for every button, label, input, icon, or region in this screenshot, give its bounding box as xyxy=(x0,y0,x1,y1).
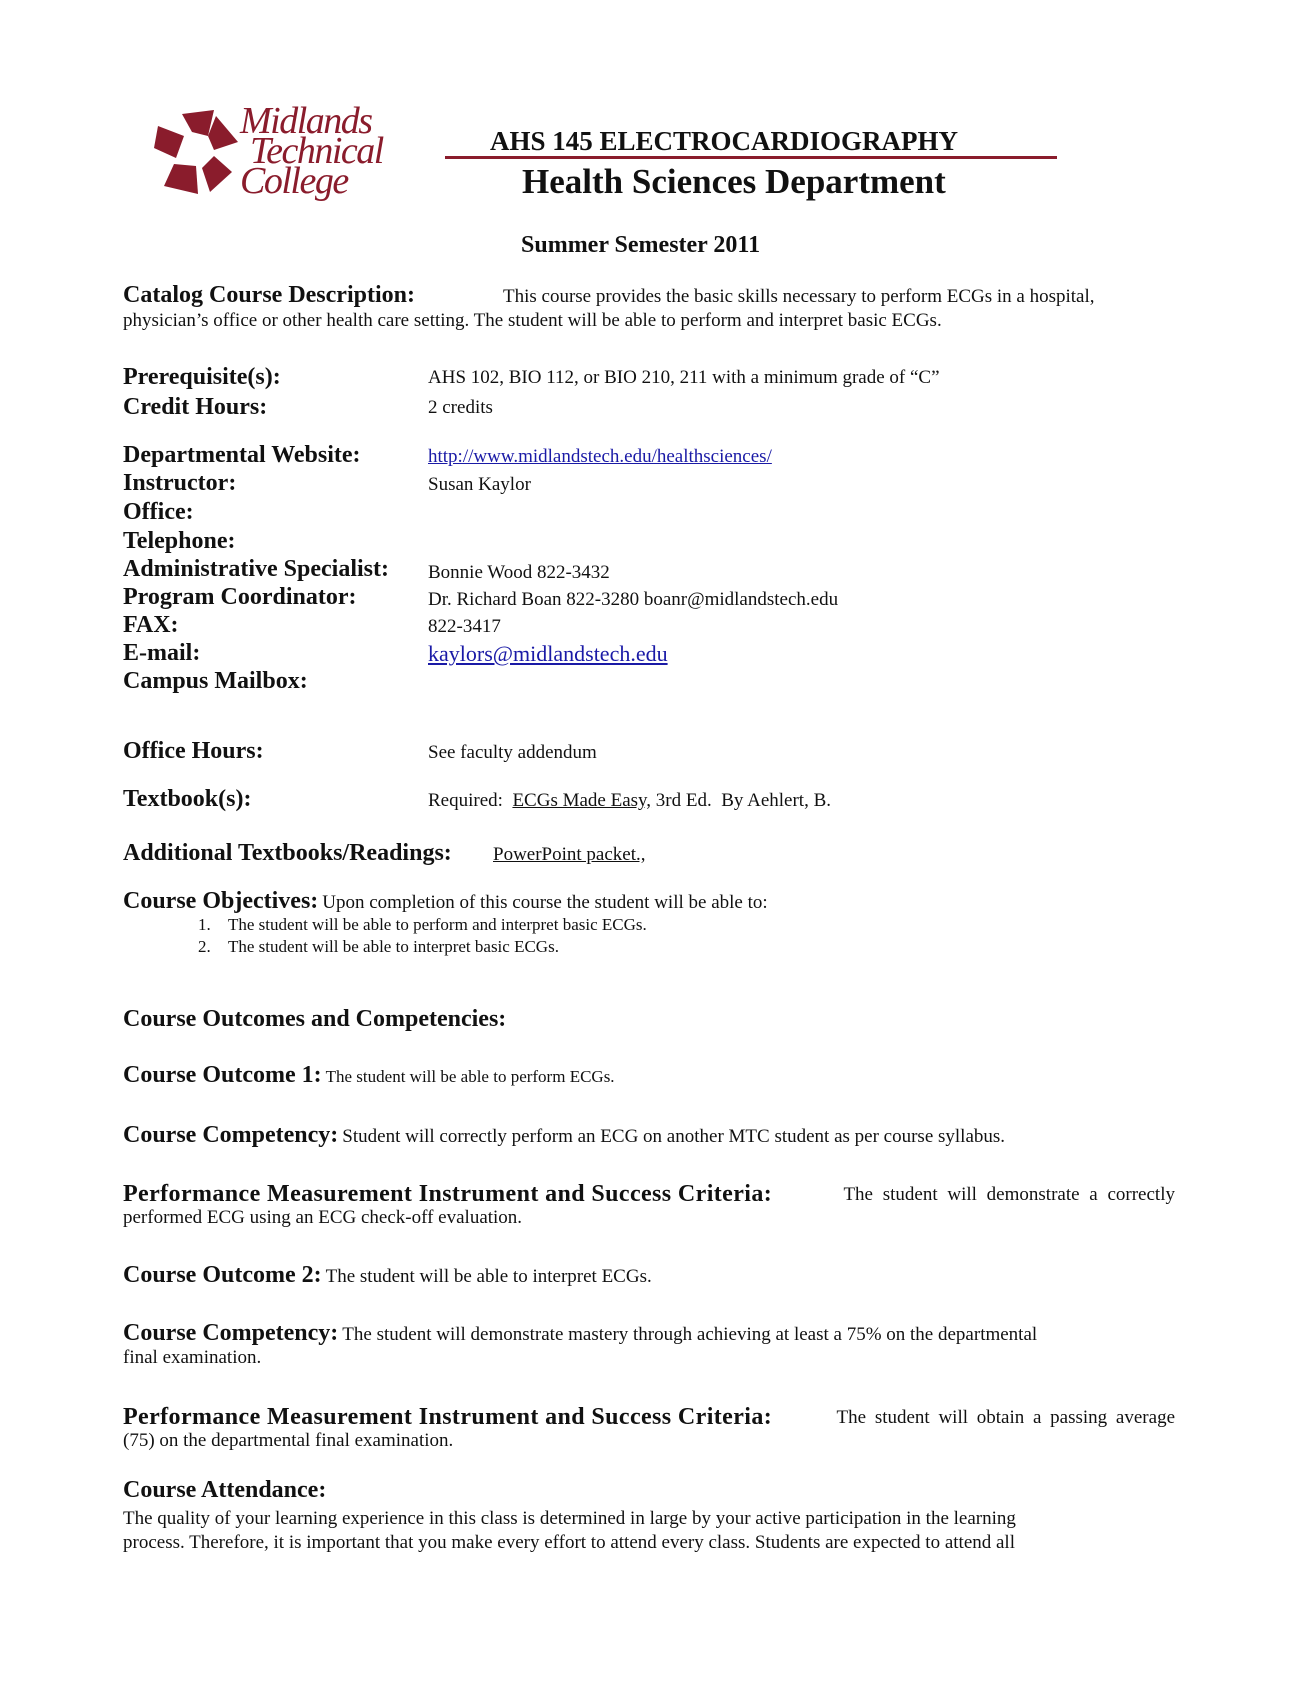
mailbox-label: Campus Mailbox: xyxy=(123,668,308,694)
outcome-1-text: The student will be able to perform ECGs. xyxy=(325,1067,615,1086)
attendance-label: Course Attendance: xyxy=(123,1477,327,1503)
additional-label: Additional Textbooks/Readings: xyxy=(123,840,452,866)
outcome-2-label: Course Outcome 2: xyxy=(123,1262,322,1288)
admin-label: Administrative Specialist: xyxy=(123,556,389,582)
objective-num-2: 2. xyxy=(198,937,211,956)
outcome-1-label: Course Outcome 1: xyxy=(123,1062,322,1088)
textbook-title: ECGs Made Easy, xyxy=(512,790,652,811)
pm-1-line xyxy=(123,1181,1175,1208)
logo-line-1: Midlands xyxy=(240,100,372,142)
star-logo-icon xyxy=(152,106,242,202)
outcome-2-line xyxy=(123,1262,652,1289)
outcomes-heading: Course Outcomes and Competencies: xyxy=(123,1006,507,1032)
objective-num-1: 1. xyxy=(198,915,211,934)
department-title: Health Sciences Department xyxy=(522,162,946,201)
logo-line-3: College xyxy=(240,160,348,202)
email-label: E-mail: xyxy=(123,640,201,666)
catalog-text-2: physician’s office or other health care setting. The student will be able to perform and interpret basic ECGs. xyxy=(123,310,942,331)
credit-label: Credit Hours: xyxy=(123,394,268,420)
pm-1-text-1: The student will demonstrate a correctly xyxy=(843,1184,1175,1205)
objectives-intro: Upon completion of this course the student will be able to: xyxy=(322,892,768,913)
objective-text-2: The student will be able to interpret basic ECGs. xyxy=(228,937,559,956)
attendance-text-2: process. Therefore, it is important that you make every effort to attend every class. Students are expected to attend all xyxy=(123,1532,1015,1553)
competency-1-label: Course Competency: xyxy=(123,1122,339,1148)
attendance-text-1: The quality of your learning experience in this class is determined in large by your active participation in the learning xyxy=(123,1508,1016,1529)
pm-2-text-1: The student will obtain a passing average xyxy=(836,1407,1175,1428)
logo-line-2: Technical xyxy=(250,130,383,172)
competency-2-label: Course Competency: xyxy=(123,1320,339,1346)
fax-value: 822-3417 xyxy=(428,616,501,637)
website-label: Departmental Website: xyxy=(123,442,361,468)
catalog-label: Catalog Course Description: xyxy=(123,282,415,308)
textbook-label: Textbook(s): xyxy=(123,786,252,812)
objectives-label: Course Objectives: xyxy=(123,888,319,914)
instructor-value: Susan Kaylor xyxy=(428,474,531,495)
prereq-value: AHS 102, BIO 112, or BIO 210, 211 with a minimum grade of “C” xyxy=(428,367,940,388)
objective-item-2 xyxy=(198,937,559,957)
outcome-2-text: The student will be able to interpret ECGs. xyxy=(325,1266,652,1287)
objective-item-1 xyxy=(198,915,647,935)
office-hours-value: See faculty addendum xyxy=(428,742,597,763)
fax-label: FAX: xyxy=(123,612,179,638)
coordinator-value: Dr. Richard Boan 822-3280 boanr@midlandstech.edu xyxy=(428,589,839,610)
pm-2-label: Performance Measurement Instrument and Success Criteria: xyxy=(123,1404,773,1430)
pm-2-text-2: (75) on the departmental final examination. xyxy=(123,1430,454,1451)
pm-1-text-2: performed ECG using an ECG check-off evaluation. xyxy=(123,1207,523,1228)
objectives-line xyxy=(123,888,768,915)
pm-1-label: Performance Measurement Instrument and Success Criteria: xyxy=(123,1181,773,1207)
textbook-value xyxy=(428,790,831,812)
competency-1-text: Student will correctly perform an ECG on another MTC student as per course syllabus. xyxy=(342,1126,1006,1147)
header-rule xyxy=(445,156,1057,159)
prereq-label: Prerequisite(s): xyxy=(123,364,281,390)
website-link[interactable]: http://www.midlandstech.edu/healthsciences/ xyxy=(428,446,772,467)
telephone-label: Telephone: xyxy=(123,528,236,554)
textbook-prefix: Required: xyxy=(428,790,513,811)
instructor-label: Instructor: xyxy=(123,470,237,496)
credit-value: 2 credits xyxy=(428,397,493,418)
outcome-1-line xyxy=(123,1062,615,1089)
additional-value: PowerPoint packet., xyxy=(493,844,646,865)
office-hours-label: Office Hours: xyxy=(123,738,264,764)
office-label: Office: xyxy=(123,499,194,525)
admin-value: Bonnie Wood 822-3432 xyxy=(428,562,610,583)
college-logo xyxy=(152,100,412,202)
catalog-text-1: This course provides the basic skills necessary to perform ECGs in a hospital, xyxy=(503,286,1095,307)
semester-title: Summer Semester 2011 xyxy=(521,232,761,258)
competency-1-line xyxy=(123,1122,1005,1149)
textbook-suffix: 3rd Ed. By Aehlert, B. xyxy=(651,790,831,811)
pm-2-line xyxy=(123,1404,1175,1431)
course-title: AHS 145 ELECTROCARDIOGRAPHY xyxy=(490,126,959,156)
competency-2-text-1: The student will demonstrate mastery through achieving at least a 75% on the departmental xyxy=(342,1324,1038,1345)
objective-text-1: The student will be able to perform and interpret basic ECGs. xyxy=(228,915,647,934)
email-link[interactable]: kaylors@midlandstech.edu xyxy=(428,641,668,666)
coordinator-label: Program Coordinator: xyxy=(123,584,357,610)
competency-2-line xyxy=(123,1320,1037,1347)
competency-2-text-2: final examination. xyxy=(123,1347,262,1368)
